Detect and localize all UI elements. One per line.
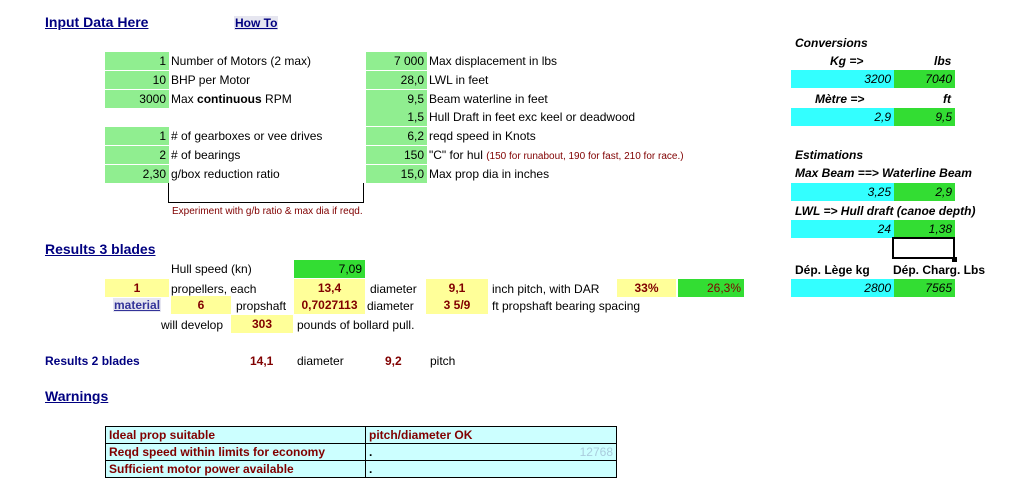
propellers-label: propellers, each xyxy=(171,282,257,296)
hull-speed-label: Hull speed (kn) xyxy=(171,262,252,276)
propshaft-label: propshaft xyxy=(236,299,287,313)
bracket-left xyxy=(168,183,169,203)
propshaft-diameter-label: diameter xyxy=(367,299,414,313)
bhp-input[interactable]: 10 xyxy=(105,71,169,89)
bracket-right xyxy=(363,183,364,203)
diameter2-value: 14,1 xyxy=(250,354,274,368)
displacement-label: Max displacement in lbs xyxy=(429,54,558,68)
metre-value[interactable]: 2,9 xyxy=(791,108,894,126)
metre-label: Mètre => xyxy=(815,92,865,106)
lwl-input[interactable]: 28,0 xyxy=(366,71,427,89)
kg-value[interactable]: 3200 xyxy=(791,70,894,88)
gearboxes-input[interactable]: 1 xyxy=(105,127,169,145)
motors-input[interactable]: 1 xyxy=(105,52,169,70)
dep-charg-value[interactable]: 7565 xyxy=(894,279,955,297)
material-link[interactable]: material xyxy=(114,298,161,312)
hull-draft-estimation-value[interactable]: 1,38 xyxy=(894,220,955,238)
reduction-ratio-label: g/box reduction ratio xyxy=(171,167,280,181)
warning-row xyxy=(106,427,617,444)
pitch3-label: inch pitch, with DAR xyxy=(492,282,600,296)
warning-value-text: pitch/diameter OK xyxy=(369,428,473,442)
speed-input[interactable]: 6,2 xyxy=(366,127,427,145)
warning-value xyxy=(366,461,617,478)
kg-label: Kg => xyxy=(830,54,864,68)
propellers-value: 1 xyxy=(105,279,169,297)
warning-row xyxy=(106,444,617,461)
rpm-label: Max continuous RPM xyxy=(171,92,292,106)
dep-lege-value[interactable]: 2800 xyxy=(791,279,894,297)
experiment-note: Experiment with g/b ratio & max dia if reqd. xyxy=(172,206,363,217)
pitch2-label: pitch xyxy=(430,354,456,368)
warnings-title: Warnings xyxy=(45,388,109,404)
warning-label: Ideal prop suitable xyxy=(106,427,366,444)
pitch3-value: 9,1 xyxy=(426,279,488,297)
ft-label: ft xyxy=(943,92,951,106)
pitch2-value: 9,2 xyxy=(385,354,402,368)
warning-value xyxy=(366,427,617,444)
warning-value xyxy=(366,444,617,461)
dep-charg-label: Dép. Charg. Lbs xyxy=(893,263,986,277)
warning-row xyxy=(106,461,617,478)
warning-extra: 12768 xyxy=(579,445,613,459)
prop-dia-input[interactable]: 15,0 xyxy=(366,165,427,183)
lwl-estimation-value[interactable]: 24 xyxy=(791,220,894,238)
material-value: 6 xyxy=(171,296,231,314)
beam-estimation-label: Max Beam ==> Waterline Beam xyxy=(795,166,972,180)
warning-label: Sufficient motor power available xyxy=(106,461,366,478)
fill-handle[interactable] xyxy=(952,257,957,262)
bracket-bottom xyxy=(168,202,364,203)
lbs-value[interactable]: 7040 xyxy=(894,70,955,88)
warning-label: Reqd speed within limits for economy xyxy=(106,444,366,461)
dar-value: 33% xyxy=(617,279,676,297)
results3-title: Results 3 blades xyxy=(45,241,156,257)
dar-percent-value: 26,3% xyxy=(678,279,744,297)
gearboxes-label: # of gearboxes or vee drives xyxy=(171,129,323,143)
bhp-label: BHP per Motor xyxy=(171,73,251,87)
c-factor-input[interactable]: 150 xyxy=(366,146,427,164)
c-factor-note: (150 for runabout, 190 for fast, 210 for race.) xyxy=(486,151,684,162)
bearing-spacing-value: 3 5/9 xyxy=(426,296,488,314)
warning-value-text: . xyxy=(369,445,373,459)
beam-label: Beam waterline in feet xyxy=(429,92,548,106)
rpm-input[interactable]: 3000 xyxy=(105,90,169,108)
bearings-label: # of bearings xyxy=(171,148,241,162)
dep-lege-label: Dép. Lège kg xyxy=(795,263,870,277)
bearing-spacing-label: ft propshaft bearing spacing xyxy=(492,299,641,313)
page-title: Input Data Here xyxy=(45,14,149,30)
displacement-input[interactable]: 7 000 xyxy=(366,52,427,70)
propshaft-value: 0,7027113 xyxy=(294,296,365,314)
bearings-input[interactable]: 2 xyxy=(105,146,169,164)
warnings-table xyxy=(105,426,617,478)
motors-label: Number of Motors (2 max) xyxy=(171,54,312,68)
conversions-title: Conversions xyxy=(795,36,868,50)
bollard-value: 303 xyxy=(231,315,293,333)
results2-title: Results 2 blades xyxy=(45,354,140,368)
hull-draft-label: Hull Draft in feet exc keel or deadwood xyxy=(429,110,636,124)
diameter3-label: diameter xyxy=(370,282,417,296)
develop-label: will develop xyxy=(161,318,224,332)
hull-speed-value: 7,09 xyxy=(294,260,365,278)
max-beam-value[interactable]: 3,25 xyxy=(791,183,894,201)
how-to-link[interactable]: How To xyxy=(235,16,278,30)
prop-dia-label: Max prop dia in inches xyxy=(429,167,550,181)
lwl-label: LWL in feet xyxy=(429,73,489,87)
diameter3-value: 13,4 xyxy=(294,279,365,297)
estimations-title: Estimations xyxy=(795,148,864,162)
ft-value[interactable]: 9,5 xyxy=(894,108,955,126)
warning-value-text: . xyxy=(369,462,373,476)
hull-draft-input[interactable]: 1,5 xyxy=(366,108,427,126)
speed-label: reqd speed in Knots xyxy=(429,129,536,143)
lwl-estimation-label: LWL => Hull draft (canoe depth) xyxy=(795,204,976,218)
beam-input[interactable]: 9,5 xyxy=(366,90,427,108)
lbs-label: lbs xyxy=(934,54,952,68)
selected-cell[interactable] xyxy=(892,237,955,259)
bollard-label: pounds of bollard pull. xyxy=(297,318,415,332)
c-factor-label: "C" for hul (150 for runabout, 190 for fast, 210 for race.) xyxy=(429,148,684,162)
waterline-beam-value[interactable]: 2,9 xyxy=(894,183,955,201)
diameter2-label: diameter xyxy=(297,354,344,368)
reduction-ratio-input[interactable]: 2,30 xyxy=(105,165,169,183)
